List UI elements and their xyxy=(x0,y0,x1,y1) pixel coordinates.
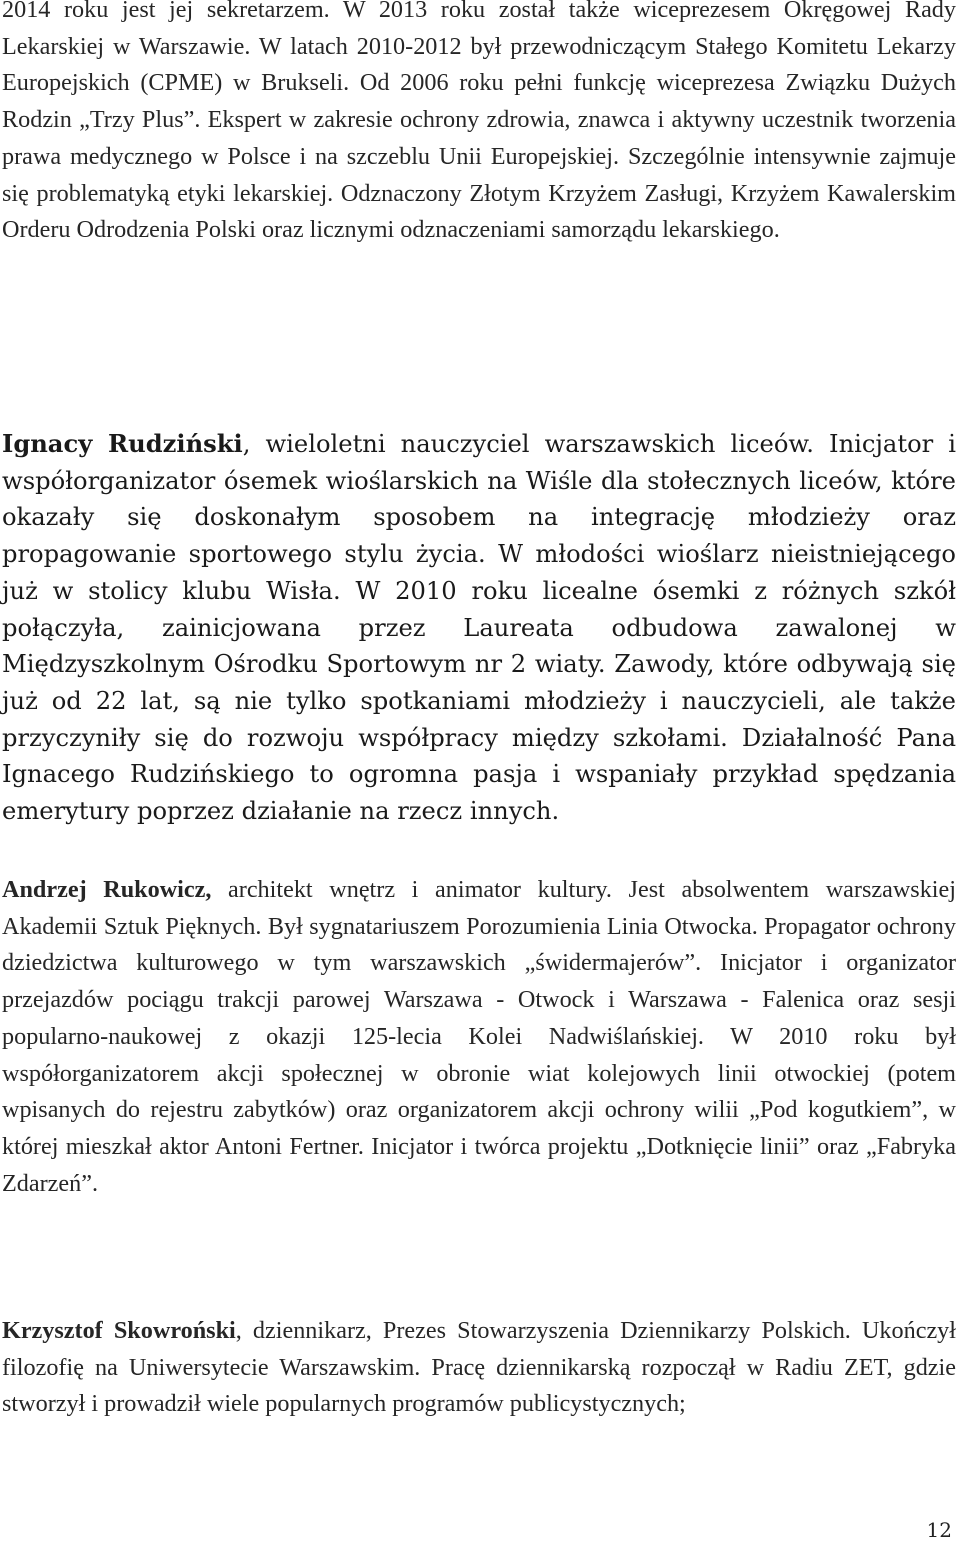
person-name-krzysztof-skowronski: Krzysztof Skowroński xyxy=(2,1317,236,1344)
paragraph-text-krzysztof-skowronski: , dziennikarz, Prezes Stowarzyszenia Dziennikarzy Polskich. Ukończył filozofię na Uniwersytecie Warszawskim. Pracę dziennikarską rozpoczął w Radiu ZET, gdzie stworzył i prowadził wiele popularnych programów publicystycznych; xyxy=(2,1317,956,1418)
page-number: 12 xyxy=(926,1518,952,1542)
paragraph-ignacy-rudzinski xyxy=(2,426,956,830)
person-name-andrzej-rukowicz: Andrzej Rukowicz, xyxy=(2,876,212,903)
paragraph-andrzej-rukowicz xyxy=(2,872,956,1202)
paragraph-biography-continuation: 2014 roku jest jej sekretarzem. W 2013 roku został także wiceprezesem Okręgowej Rady Lekarskiej w Warszawie. W latach 2010-2012 był przewodniczącym Stałego Komitetu Lekarzy Europejskich (CPME) w Brukseli. Od 2006 roku pełni funkcję wiceprezesa Związku Dużych Rodzin „Trzy Plus”. Ekspert w zakresie ochrony zdrowia, znawca i aktywny uczestnik tworzenia prawa medycznego w Polsce i na szczeblu Unii Europejskiej. Szczególnie intensywnie zajmuje się problematyką etyki lekarskiej. Odznaczony Złotym Krzyżem Zasługi, Krzyżem Kawalerskim Orderu Odrodzenia Polski oraz licznymi odznaczeniami samorządu lekarskiego. xyxy=(2,0,956,244)
paragraph-text-ignacy-rudzinski: , wieloletni nauczyciel warszawskich liceów. Inicjator i współorganizator ósemek wioślarskich na Wiśle dla stołecznych liceów, które okazały się doskonałym sposobem na integrację młodzieży oraz propagowanie sportowego stylu życia. W młodości wioślarz nieistniejącego już w stolicy klubu Wisła. W 2010 roku licealne ósemki z różnych szkół połączyła, zainicjowana przez Laureata odbudowa zawalonej w Międzyszkolnym Ośrodku Sportowym nr 2 wiaty. Zawody, które odbywają się już od 22 lat, są nie tylko spotkaniami młodzieży i nauczycieli, ale także przyczyniły się do rozwoju współpracy między szkołami. Działalność Pana Ignacego Rudzińskiego to ogromna pasja i wspaniały przykład spędzania emerytury poprzez działanie na rzecz innych. xyxy=(2,430,956,826)
person-name-ignacy-rudzinski: Ignacy Rudziński xyxy=(2,429,243,458)
paragraph-krzysztof-skowronski xyxy=(2,1313,956,1423)
paragraph-text-andrzej-rukowicz: architekt wnętrz i animator kultury. Jest absolwentem warszawskiej Akademii Sztuk Pięknych. Był sygnatariuszem Porozumienia Linia Otwocka. Propagator ochrony dziedzictwa kulturowego w tym warszawskich „świdermajerów”. Inicjator i organizator przejazdów pociągu trakcji parowej Warszawa - Otwock i Warszawa - Falenica oraz sesji popularno-naukowej z okazji 125-lecia Kolei Nadwiślańskiej. W 2010 roku był współorganizatorem akcji społecznej w obronie wiat kolejowych linii otwockiej (potem wpisanych do rejestru zabytków) oraz organizatorem akcji ochrony wilii „Pod kogutkiem”, w której mieszkał aktor Antoni Fertner. Inicjator i twórca projektu „Dotknięcie linii” oraz „Fabryka Zdarzeń”. xyxy=(2,876,956,1197)
